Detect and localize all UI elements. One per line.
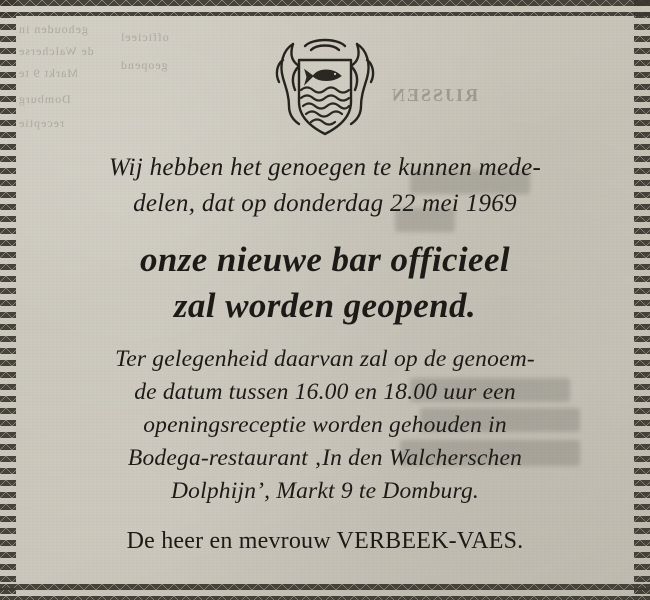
details-line-3: openingsreceptie worden gehouden in	[143, 412, 507, 439]
details-line-2: de datum tussen 16.00 en 18.00 uur een	[134, 379, 516, 406]
border-right	[634, 0, 650, 600]
details-line-5: Dolphijn’, Markt 9 te Domburg.	[171, 477, 479, 504]
coat-of-arms-icon	[259, 30, 391, 142]
ghost-text-1: gehouden in	[18, 22, 88, 36]
ghost-text-3: Markt 9 te	[18, 66, 78, 80]
advertisement-content	[16, 16, 634, 584]
headline-line-1: onze nieuwe bar officieel	[139, 240, 510, 279]
border-left	[0, 0, 16, 600]
ghost-text-8: geopend	[120, 58, 168, 72]
ghost-text-5: receptie	[18, 116, 64, 130]
border-top	[0, 0, 650, 16]
headline	[42, 237, 608, 329]
signoff-line: De heer en mevrouw VERBEEK-VAES.	[126, 527, 524, 554]
intro-line-2: delen, dat op donderdag 22 mei 1969	[133, 189, 517, 217]
headline-line-2: zal worden geopend.	[173, 286, 477, 326]
ghost-text-4: Domburg	[18, 92, 71, 106]
ghost-text-2: de Walcherse	[18, 44, 94, 58]
ghost-text-7: officieel	[120, 30, 169, 44]
details-line-1: Ter gelegenheid daarvan zal op de genoem-	[115, 346, 535, 373]
intro-paragraph	[42, 150, 608, 221]
intro-line-1: Wij hebben het genoegen te kunnen mede-	[108, 154, 542, 181]
crest-container	[42, 30, 608, 150]
border-bottom	[0, 584, 650, 600]
details-paragraph	[42, 343, 608, 507]
details-line-4: Bodega-restaurant ‚In den Walcherschen	[127, 445, 523, 472]
ghost-text-masthead: RIJSSEN	[390, 85, 479, 105]
